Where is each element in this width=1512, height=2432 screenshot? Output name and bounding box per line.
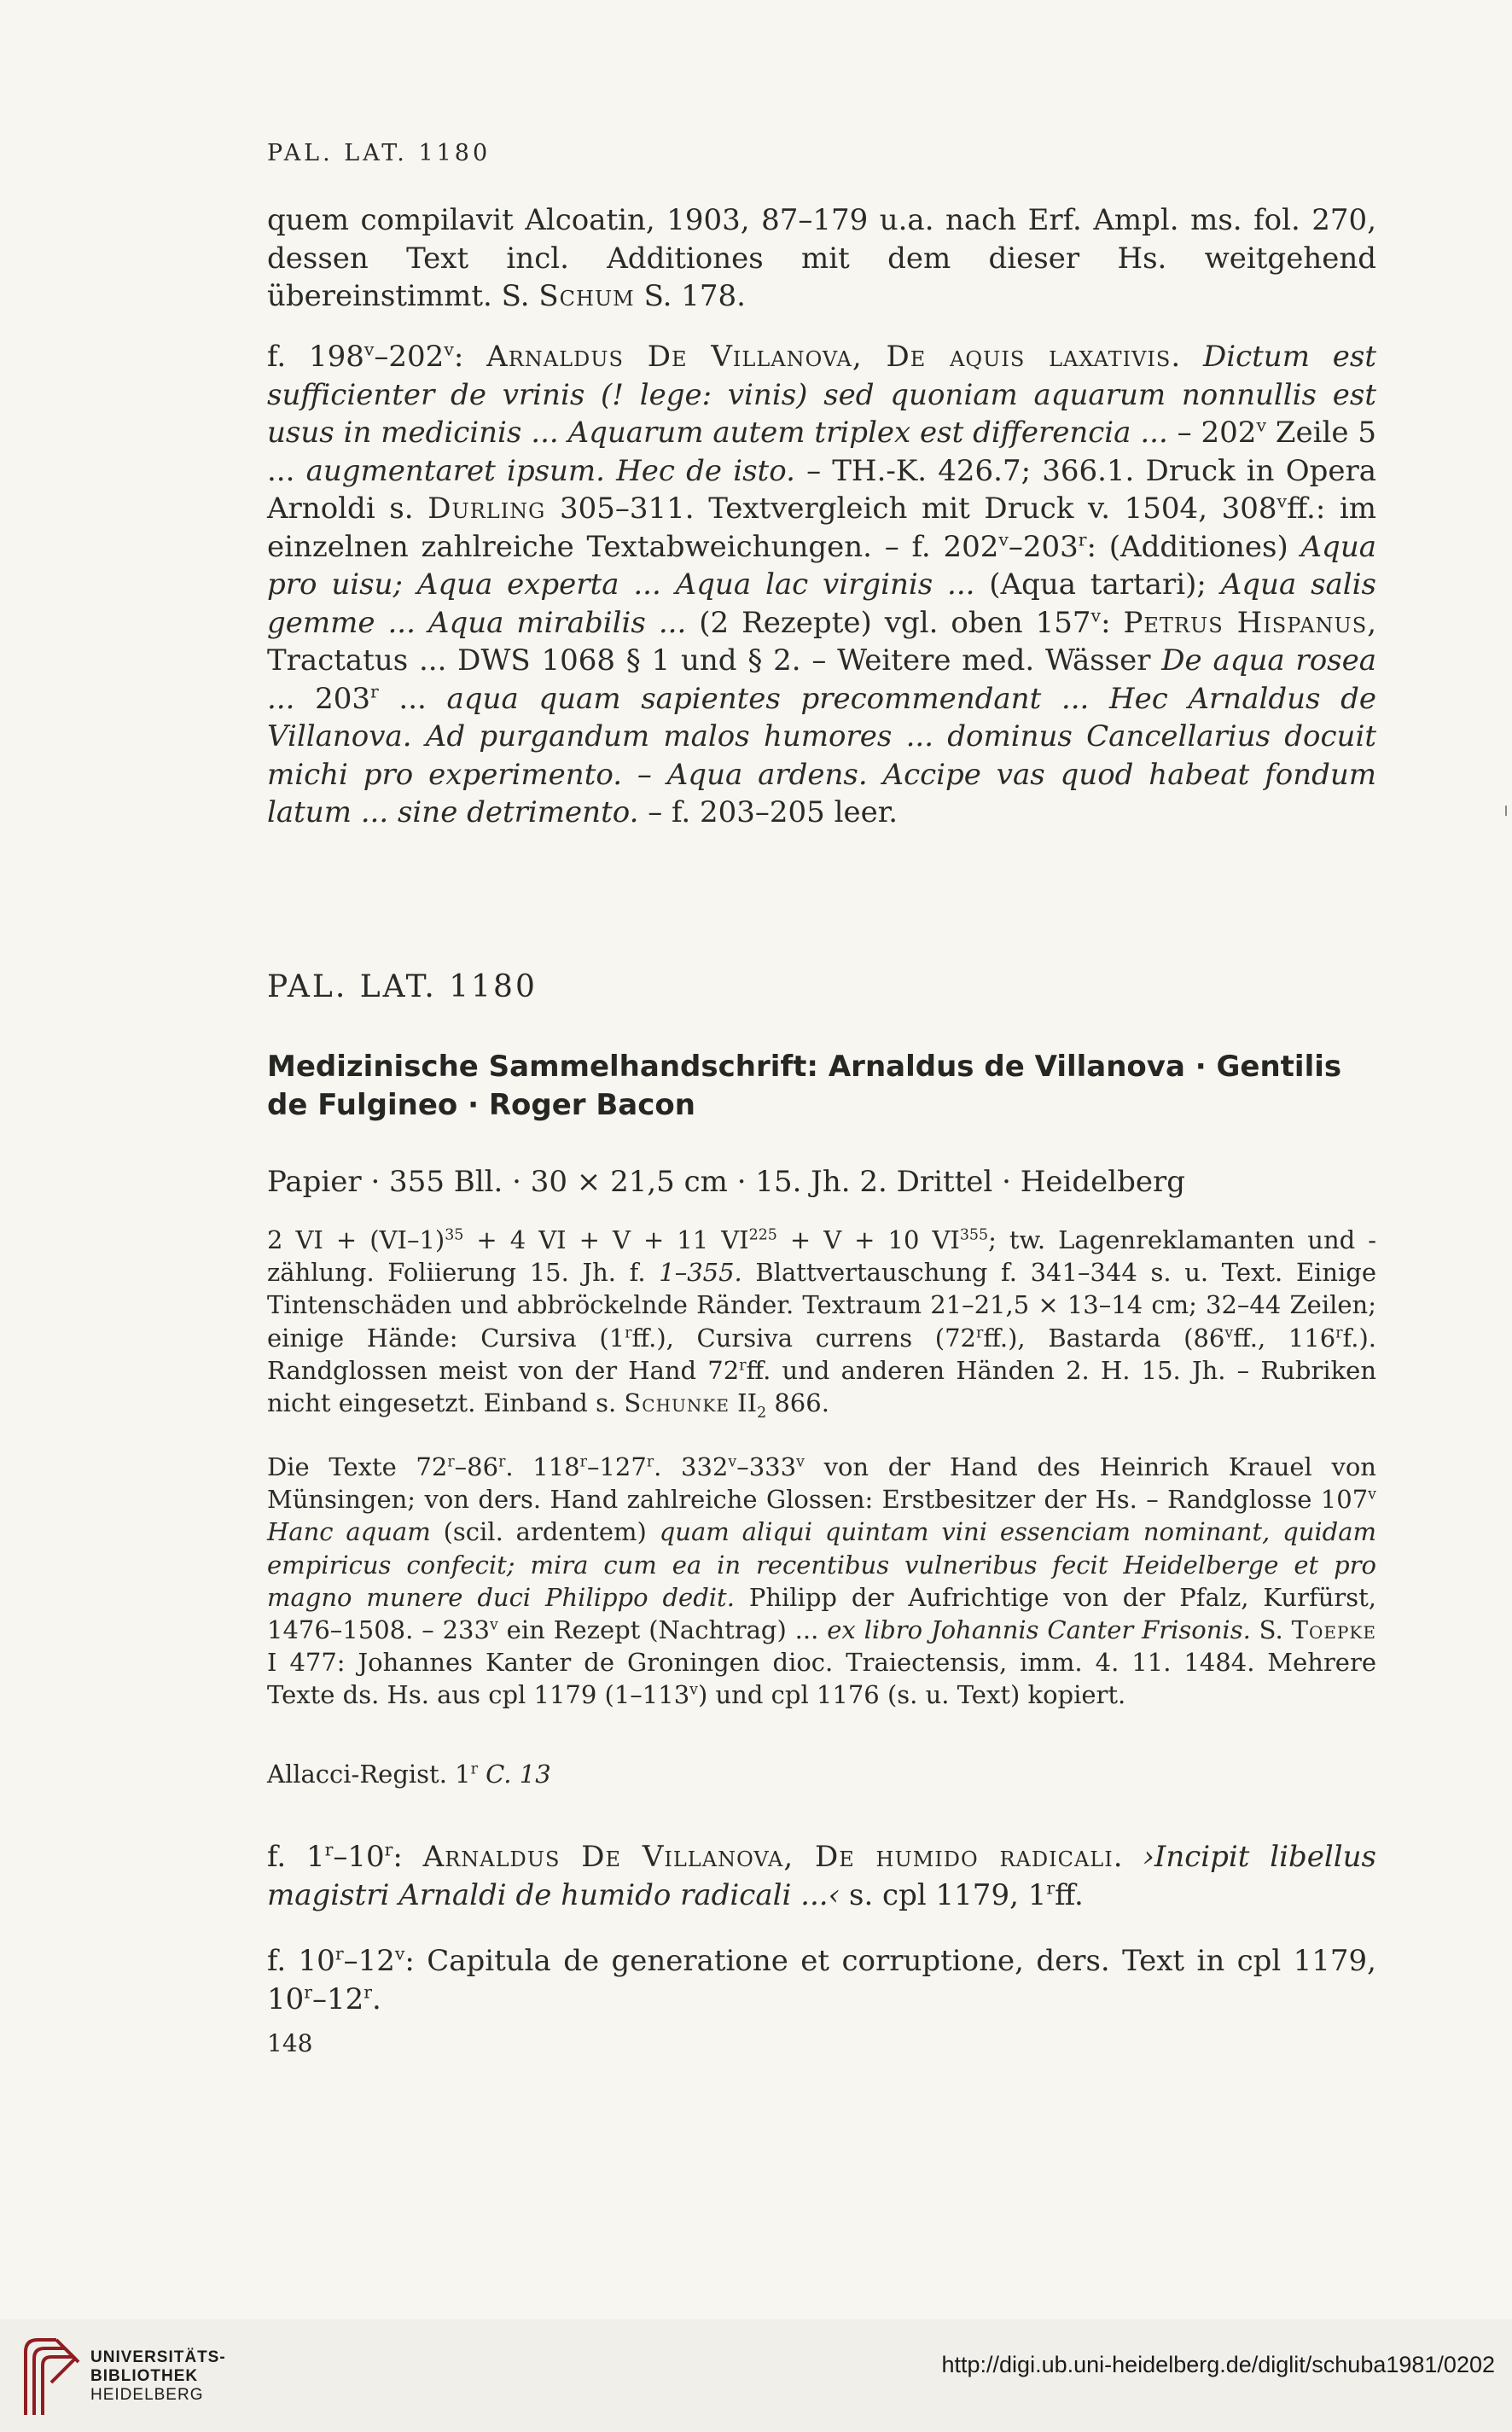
provenance-description	[267, 1451, 1376, 1712]
paragraph: f. 198$^v$–202$^v$: Arnaldus De Villanova, De aquis laxativis. Dictum est sufficienter de vrinis (! lege: vinis) sed quoniam aquarum nonnullis est usus in medicinis ... Aquarum autem triplex est differencia ... – 202$^v$ Zeile 5 ... augmentaret ipsum. Hec de isto. – TH.-K. 426.7; 366.1. Druck in Opera Arnoldi s. Durling 305–311. Textvergleich mit Druck v. 1504, 308$^v$ff.: im einzelnen zahlreiche Textabweichungen. – f. 202$^v$–203$^r$: (Additiones) Aqua pro uisu; Aqua experta ... Aqua lac virginis ... (Aqua tartari); Aqua salis gemme ... Aqua mirabilis ... (2 Rezepte) vgl. oben 157$^v$: Petrus Hispanus, Tractatus ... DWS 1068 § 1 und § 2. – Weitere med. Wässer De aqua rosea ... 203$^r$ ... aqua quam sapientes precommendant ... Hec Arnaldus de Villanova. Ad purgandum malos humores ... dominus Cancellarius docuit michi pro experimento. – Aqua ardens. Accipe vas quod habeat fondum latum ... sine detrimento. – f. 203–205 leer.	[267, 339, 1377, 829]
author-name: Arnaldus De Villanova, De aquis laxativis	[486, 340, 1172, 374]
manuscript-title: Medizinische Sammelhandschrift: Arnaldus de Villanova · Gentilis de Fulgineo · Roger Bacon	[267, 1050, 1342, 1122]
manuscript-heading: PAL. LAT. 1180	[267, 969, 538, 1004]
page-edge-mark	[1505, 806, 1507, 816]
paragraph: quem compilavit Alcoatin, 1903, 87–179 u.a. nach Erf. Ampl. ms. fol. 270, dessen Text incl. Additiones mit dem dieser Hs. weitgehend übereinstimmt. S. Schum S. 178.	[267, 203, 1376, 313]
manuscript-summary	[267, 1163, 1376, 1201]
source-url-link[interactable]: http://digi.ub.uni-heidelberg.de/diglit/schuba1981/0202	[941, 2352, 1495, 2377]
entry-f1	[267, 1838, 1376, 1914]
page-number: 148	[267, 2029, 313, 2057]
library-logo-text: UNIVERSITÄTS- BIBLIOTHEK HEIDELBERG	[90, 2348, 226, 2404]
previous-entry-continuation	[267, 201, 1376, 316]
paragraph: Allacci-Regist. 1$^r$ C. 13	[267, 1760, 551, 1789]
allacci-register	[267, 1758, 1376, 1790]
running-head: PAL. LAT. 1180	[267, 140, 491, 166]
summary-line: Papier · 355 Bll. · 30 × 21,5 cm · 15. Jh. 2. Drittel · Heidelberg	[267, 1165, 1186, 1199]
entry-f10	[267, 1942, 1376, 2018]
entry-f198	[267, 338, 1376, 832]
library-logo-icon	[19, 2333, 82, 2418]
paragraph: f. 10$^r$–12$^v$: Capitula de generatione et corruptione, ders. Text in cpl 1179, 10$^r$–12$^r$.	[267, 1943, 1376, 2016]
paragraph: f. 1$^r$–10$^r$: Arnaldus De Villanova, De humido radicali. ›Incipit libellus magistri Arnaldi de humido radicali ...‹ s. cpl 1179, 1$^r$ff.	[267, 1839, 1376, 1912]
codicology-description	[267, 1224, 1377, 1422]
paragraph: 2 VI + $(VI-1)^{35} + 4$ VI + V + 11 $VI^{225} + V + 10$ VI$^{355}$; tw. Lagenreklamanten und -zählung. Foliierung 15. Jh. f. 1–355. Blattvertauschung f. 341–344 s. u. Text. Einige Tintenschäden und abbröckelnde Ränder. Textraum 21–21,5 × 13–14 cm; 32–44 Zeilen; einige Hände: Cursiva (1$^r$ff.), Cursiva currens (72$^r$ff.), Bastarda (86$^v$ff., 116$^r$f.). Randglossen meist von der Hand 72$^r$ff. und anderen Händen 2. H. 15. Jh. – Rubriken nicht eingesetzt. Einband s. Schunke $II_2$ 866.	[267, 1225, 1377, 1422]
author-name: Arnaldus De Villanova, De humido radicali	[422, 1840, 1114, 1874]
paragraph: Die Texte 72$^r$–86$^r$. 118$^r$–127$^r$. 332$^v$–333$^v$ von der Hand des Heinrich Krauel von Münsingen; von ders. Hand zahlreiche Glossen: Erstbesitzer der Hs. – Randglosse 107$^v$ Hanc aquam (scil. ardentem) quam aliqui quintam vini essenciam nominant, quidam empiricus confecit; mira cum ea in recentibus vulneribus fecit Heidelberge et pro magno munere duci Philippo dedit. Philipp der Aufrichtige von der Pfalz, Kurfürst, 1476–1508. – 233$^v$ ein Rezept (Nachtrag) ... ex libro Johannis Canter Frisonis. S. Toepke I 477: Johannes Kanter de Groningen dioc. Traiectensis, imm. 4. 11. 1484. Mehrere Texte ds. Hs. aus cpl 1179 (1–113$^v$) und cpl 1176 (s. u. Text) kopiert.	[267, 1452, 1377, 1710]
